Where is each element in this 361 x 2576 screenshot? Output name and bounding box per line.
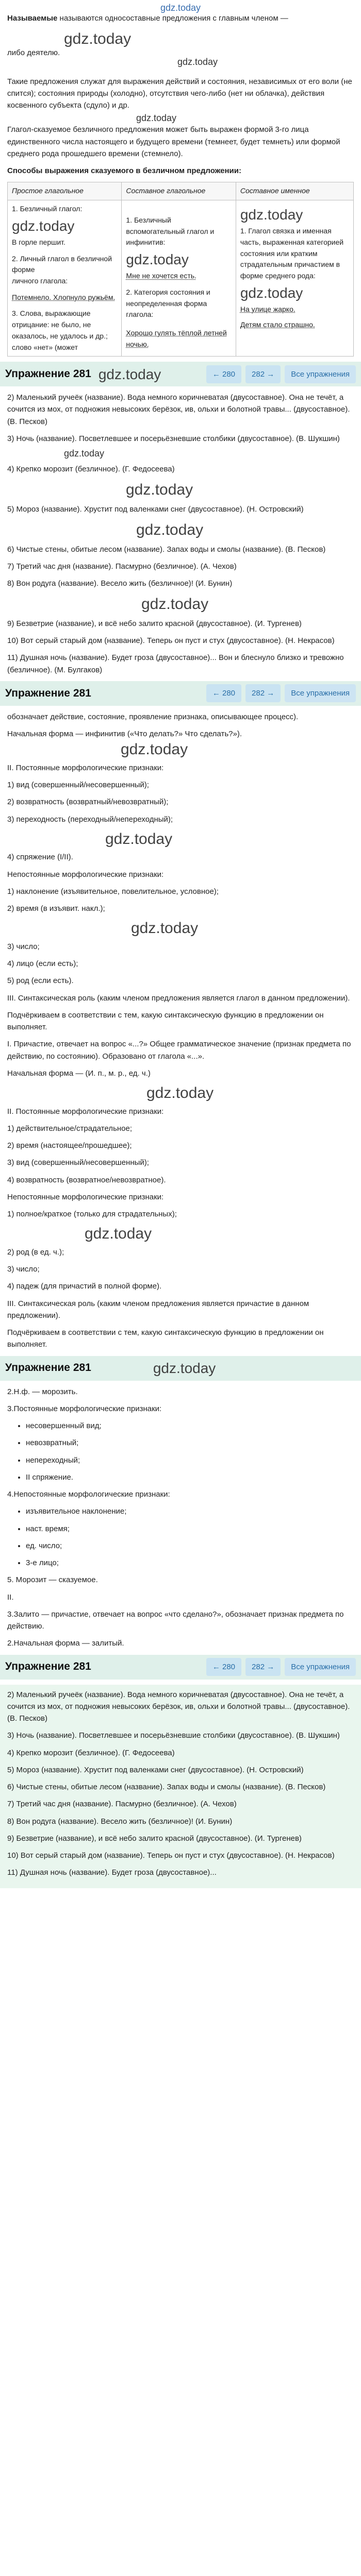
- analysis-line: 2) возвратность (возвратный/невозвратный);: [7, 798, 169, 807]
- cell-line: 2. Личный глагол в безличной форме: [12, 254, 112, 274]
- list-item: • несовершенный вид;: [26, 1420, 354, 1432]
- answer-line: 7) Третий час дня (название). Пасмурно (безличное). (А. Чехов): [7, 1800, 237, 1809]
- watermark: gdz.today: [240, 206, 303, 223]
- cell-line: 2. Категория состояния и неопределенная форма глагола:: [126, 288, 210, 319]
- analysis-line: 3) переходность (переходный/непереходный);: [7, 815, 173, 824]
- analysis-line: 1) вид (совершенный/несовершенный);: [7, 781, 149, 790]
- analysis-line: обозначает действие, состояние, проявление признака, описывающее процесс).: [7, 712, 299, 721]
- watermark: gdz.today: [64, 448, 105, 459]
- watermark: gdz.today: [153, 1360, 216, 1376]
- cell-line: 3. Слова, выражающие отрицание: не было, не оказалось, не удалось и др.; слово «нет» (может: [12, 309, 108, 351]
- exercise-answers-1: [0, 392, 361, 676]
- cell-line: личного глагола:: [12, 277, 68, 285]
- analysis-line: 4) падеж (для причастий в полной форме).: [7, 1282, 162, 1291]
- exercise-title: Упражнение 281: [5, 687, 91, 699]
- exercise-header: [0, 1356, 361, 1381]
- analysis-line: 2) время (в изъявит. накл.);: [7, 904, 105, 913]
- var-features-list: [18, 1505, 354, 1569]
- analysis-line: 5. Морозит — сказуемое.: [7, 1575, 98, 1585]
- intro-section: [0, 12, 361, 177]
- analysis-line: II. Постоянные морфологические признаки:: [7, 763, 164, 772]
- analysis-line: 2.Н.ф. — морозить.: [7, 1387, 78, 1396]
- prev-exercise-button[interactable]: ← 280: [206, 365, 241, 383]
- answer-line: 6) Чистые стены, обитые лесом (название). Запах воды и смолы (название). (В. Песков): [7, 1783, 326, 1792]
- watermark: gdz.today: [141, 596, 209, 613]
- table-header: Составное глагольное: [122, 182, 236, 200]
- analysis-line: I. Причастие, отвечает на вопрос «...?» Общее грамматическое значение (признак предмета по действию, по состоянию). Образовано от глагола «...».: [7, 1040, 351, 1061]
- watermark: gdz.today: [121, 741, 188, 758]
- exercise-title: Упражнение 281: [5, 1660, 91, 1673]
- intro-p1: [7, 12, 354, 24]
- next-exercise-button[interactable]: 282 →: [245, 1658, 281, 1676]
- watermark: gdz.today: [12, 217, 75, 234]
- table-row: [8, 200, 354, 356]
- exercise-title: Упражнение 281: [5, 367, 91, 380]
- answer-line: 3) Ночь (название). Посветлевшее и посерьёзневшие столбики (двусоставное). (В. Шукшин): [7, 434, 340, 443]
- answer-line: 11) Душная ночь (название). Будет гроза (двусоставное)... Вон и блеснуло близко и тревожно (безличное). (М. Булгаков): [7, 653, 344, 674]
- answer-line: 8) Вон родуга (название). Весело жить (безличное)! (И. Бунин): [7, 579, 233, 588]
- cell-line: На улице жарко.: [240, 305, 296, 314]
- all-exercises-button[interactable]: Все упражнения: [285, 684, 356, 702]
- cell-line: 1. Безличный глагол:: [12, 204, 83, 213]
- answer-line: 8) Вон родуга (название). Весело жить (безличное)! (И. Бунин): [7, 1817, 233, 1826]
- watermark: gdz.today: [85, 1225, 152, 1243]
- watermark: gdz.today: [177, 56, 218, 67]
- answer-line: 10) Вот серый старый дом (название). Теперь он пуст и стух (двусоставное). (Н. Некрасов): [7, 636, 335, 646]
- wm-row: [7, 29, 354, 47]
- list-item: • наст. время;: [26, 1523, 354, 1535]
- analysis-line: III. Синтаксическая роль (каким членом предложения является причастие в данном предложении).: [7, 1299, 309, 1320]
- table-cell: [122, 200, 236, 356]
- list-item: • ед. число;: [26, 1540, 354, 1552]
- answer-line: 5) Мороз (название). Хрустит под валенками снег (двусоставное). (Н. Островский): [7, 504, 304, 514]
- answer-line: 10) Вот серый старый дом (название). Теперь он пуст и стух (двусоставное). (Н. Некрасов): [7, 1851, 335, 1860]
- prev-exercise-button[interactable]: ← 280: [206, 1658, 241, 1676]
- analysis-line: 4) лицо (если есть);: [7, 959, 78, 969]
- cell-line: В горле першит.: [12, 238, 65, 247]
- list-item: • II спряжение.: [26, 1471, 354, 1483]
- intro-lead: Называемые: [7, 14, 58, 23]
- table-header-row: [8, 182, 354, 200]
- answer-line: 7) Третий час дня (название). Пасмурно (безличное). (А. Чехов): [7, 562, 237, 571]
- cell-line: 1. Глагол связка и именная часть, выраженная категорией состояния или кратким страдательным причастием в форме среднего рода:: [240, 227, 344, 280]
- analysis-line: 4.Непостоянные морфологические признаки:: [7, 1490, 170, 1499]
- watermark: gdz.today: [146, 1084, 214, 1102]
- predicate-table: [7, 182, 354, 357]
- analysis-line: 3.Залито — причастие, отвечает на вопрос «что сделано?», обозначает признак предмета по действию.: [7, 1609, 344, 1631]
- answer-line: 9) Безветрие (название), и всё небо залито красной (двусоставное). (И. Тургенев): [7, 1834, 302, 1843]
- analysis-section: [0, 711, 361, 1351]
- cell-line: Мне не хочется есть.: [126, 272, 196, 280]
- analysis-line: 3) число;: [7, 1265, 40, 1274]
- cell-line: 1. Безличный вспомогательный глагол и инфинитив:: [126, 215, 215, 247]
- exercise-header: [0, 681, 361, 706]
- analysis-line: III. Синтаксическая роль (каким членом предложения является глагол в данном предложении).: [7, 993, 350, 1003]
- analysis-line: 1) наклонение (изъявительное, повелительное, условное);: [7, 887, 219, 896]
- cell-line: Потемнело. Хлопнуло ружьём.: [12, 293, 116, 301]
- list-item: • 3-е лицо;: [26, 1557, 354, 1569]
- cell-line: Хорошо гулять тёплой летней ночью.: [126, 329, 227, 348]
- answer-line: 2) Маленький ручеёк (название). Вода немного коричневатая (двусоставное). Она не течёт, а сочится из мох, от подножия невысоких берёзок, ив, ольхи и болотной травы... (двусоставное). (В. Песков): [7, 1690, 350, 1723]
- answer-line: 3) Ночь (название). Посветлевшее и посерьёзневшие столбики (двусоставное). (В. Шукшин): [7, 1731, 340, 1740]
- verb-analysis: [0, 1386, 361, 1650]
- analysis-line: Начальная форма — (И. п., м. р., ед. ч.): [7, 1069, 151, 1078]
- analysis-line: Подчёркиваем в соответствии с тем, какую синтаксическую функцию в предложении он выполняет.: [7, 1328, 324, 1349]
- watermark: gdz.today: [105, 830, 173, 848]
- intro-p2: либо деятелю.: [7, 48, 60, 58]
- intro-p3: Такие предложения служат для выражения действий и состояния, независимых от его воли (не спится); состояния природы (холодно), отсутствия чего-либо (нет ни облачка), действия косвенного субъекта (сдуло) и др.: [7, 77, 352, 110]
- intro-p4: Глагол-сказуемое безличного предложения может быть выражен формой 3-го лица единственного числа настоящего и будущего времени (темнеет, будет темнеть) или формой среднего рода прошедшего времени (стемнело).: [7, 125, 340, 158]
- exercise-title: Упражнение 281: [5, 1362, 91, 1374]
- intro-rest: называются односоставные предложения с главным членом —: [57, 14, 288, 23]
- analysis-line: 4) спряжение (I/II).: [7, 853, 73, 862]
- all-exercises-button[interactable]: Все упражнения: [285, 1658, 356, 1676]
- analysis-line: Подчёркиваем в соответствии с тем, какую синтаксическую функцию в предложении он выполняет.: [7, 1010, 324, 1032]
- analysis-line: 3) вид (совершенный/несовершенный);: [7, 1158, 149, 1167]
- table-cell: [236, 200, 353, 356]
- analysis-line: 5) род (если есть).: [7, 976, 74, 986]
- answer-line: 4) Крепко морозит (безличное). (Г. Федосеева): [7, 465, 175, 474]
- wm-row: [7, 56, 354, 76]
- analysis-line: 3) число;: [7, 942, 40, 951]
- exercise-answers-2: [0, 1685, 361, 1888]
- list-item: • невозвратный;: [26, 1437, 354, 1449]
- watermark: gdz.today: [131, 920, 199, 937]
- watermark: gdz.today: [98, 366, 161, 382]
- exercise-header: [0, 362, 361, 386]
- table-header: Простое глагольное: [8, 182, 122, 200]
- list-item: • изъявительное наклонение;: [26, 1505, 354, 1517]
- wm-row: [7, 113, 354, 124]
- next-exercise-button[interactable]: 282 →: [245, 684, 281, 702]
- cell-line: Детям стало страшно.: [240, 320, 315, 329]
- const-features-list: [18, 1420, 354, 1483]
- table-cell: [8, 200, 122, 356]
- analysis-line: Непостоянные морфологические признаки:: [7, 870, 164, 879]
- analysis-line: 4) возвратность (возвратное/невозвратное).: [7, 1175, 166, 1184]
- exercise-header: [0, 1655, 361, 1680]
- answer-line: 5) Мороз (название). Хрустит под валенками снег (двусоставное). (Н. Островский): [7, 1765, 304, 1774]
- watermark: gdz.today: [126, 481, 193, 499]
- analysis-line: 2) время (настоящее/прошедшее);: [7, 1141, 132, 1150]
- analysis-line: 1) действительное/страдательное;: [7, 1124, 133, 1133]
- table-header: Составное именное: [236, 182, 353, 200]
- analysis-line: Начальная форма — инфинитив («Что делать?» Что сделать?»).: [7, 730, 242, 739]
- answer-line: 4) Крепко морозит (безличное). (Г. Федосеева): [7, 1748, 175, 1757]
- watermark: gdz.today: [126, 251, 189, 267]
- all-exercises-button[interactable]: Все упражнения: [285, 365, 356, 383]
- analysis-line: 2) род (в ед. ч.);: [7, 1247, 64, 1257]
- prev-exercise-button[interactable]: ← 280: [206, 684, 241, 702]
- watermark: gdz.today: [136, 113, 177, 124]
- analysis-line: Непостоянные морфологические признаки:: [7, 1192, 164, 1201]
- analysis-line: 3.Постоянные морфологические признаки:: [7, 1404, 162, 1413]
- watermark: gdz.today: [240, 284, 303, 301]
- watermark: gdz.today: [64, 30, 132, 48]
- analysis-line: II.: [7, 1592, 14, 1602]
- table-title: Способы выражения сказуемого в безличном предложении:: [7, 166, 241, 175]
- answer-line: 6) Чистые стены, обитые лесом (название). Запах воды и смолы (название). (В. Песков): [7, 545, 326, 554]
- answer-line: 2) Маленький ручеёк (название). Вода немного коричневатая (двусоставное). Она не течёт, а сочится из мох, от подножия невысоких берёзок, ив, ольхи и болотной травы... (двусоставное). (В. Песков): [7, 393, 350, 426]
- answer-line: 9) Безветрие (название), и всё небо залито красной (двусоставное). (И. Тургенев): [7, 619, 302, 628]
- watermark: gdz.today: [136, 521, 204, 539]
- next-exercise-button[interactable]: 282 →: [245, 365, 281, 383]
- analysis-line: 2.Начальная форма — залитый.: [7, 1639, 124, 1648]
- analysis-line: II. Постоянные морфологические признаки:: [7, 1107, 164, 1116]
- top-watermark: gdz.today: [160, 3, 201, 13]
- answer-line: 11) Душная ночь (название). Будет гроза (двусоставное)...: [7, 1868, 217, 1877]
- list-item: • непереходный;: [26, 1454, 354, 1466]
- analysis-line: 1) полное/краткое (только для страдательных);: [7, 1210, 177, 1219]
